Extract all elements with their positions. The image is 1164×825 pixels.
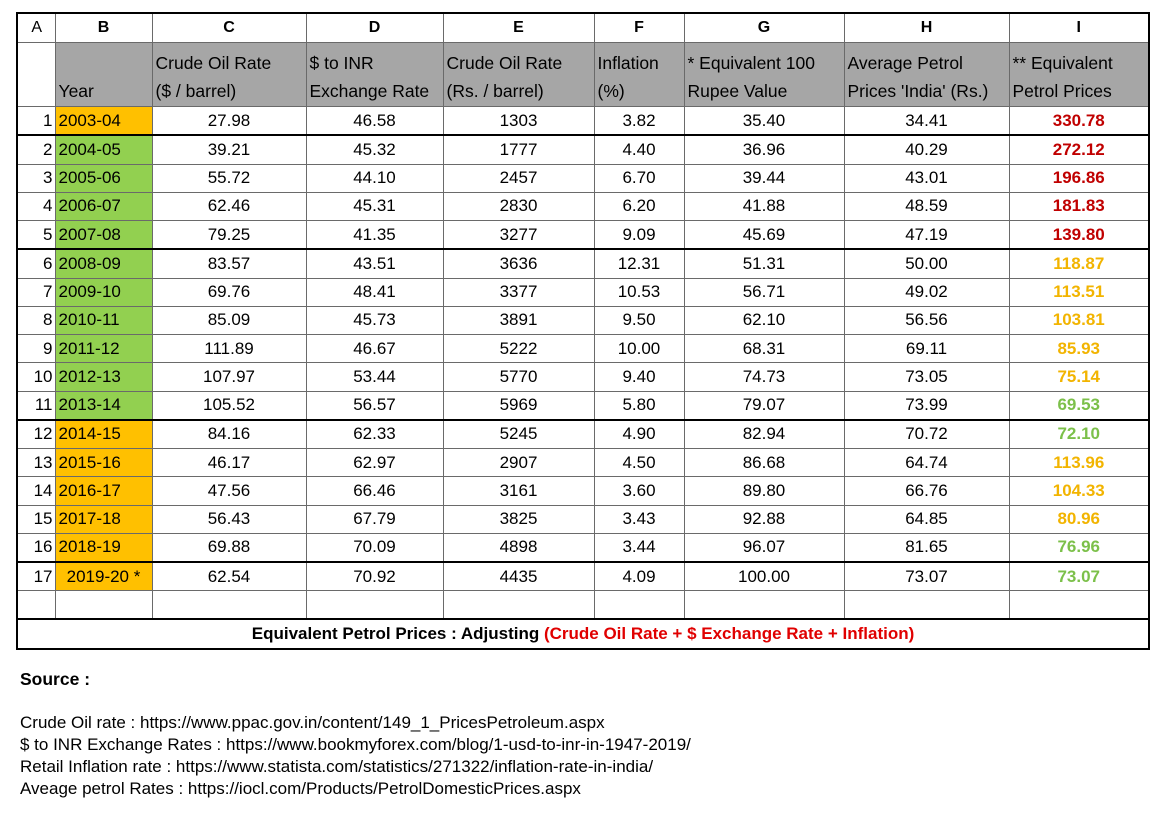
header-crude-inr: [443, 43, 594, 107]
year-cell: 2005-06: [55, 164, 152, 192]
row-number: 4: [17, 192, 55, 220]
header-crude-usd: [152, 43, 306, 107]
header-line: (Rs. / barrel): [446, 81, 544, 101]
exchange-rate-cell: 70.92: [306, 562, 443, 591]
equivalent-100-cell: 62.10: [684, 306, 844, 334]
header-line: ($ / barrel): [155, 81, 237, 101]
table-row: [17, 449, 1149, 477]
row-number: 9: [17, 335, 55, 363]
crude-inr-cell: 3891: [443, 306, 594, 334]
year-cell: 2014-15: [55, 420, 152, 449]
table-row: [17, 164, 1149, 192]
row-number: 1: [17, 107, 55, 136]
equivalent-petrol-cell: 139.80: [1009, 221, 1149, 250]
source-line-inflation: Retail Inflation rate : https://www.statista.com/statistics/271322/inflation-rate-in-india/: [20, 757, 654, 776]
average-petrol-cell: 66.76: [844, 477, 1009, 505]
crude-usd-cell: 83.57: [152, 249, 306, 278]
year-cell: 2008-09: [55, 249, 152, 278]
exchange-rate-cell: 41.35: [306, 221, 443, 250]
year-cell: 2015-16: [55, 449, 152, 477]
crude-inr-cell: 1303: [443, 107, 594, 136]
table-row: [17, 335, 1149, 363]
table-row: [17, 505, 1149, 533]
equivalent-100-cell: 96.07: [684, 533, 844, 562]
equivalent-petrol-cell: 85.93: [1009, 335, 1149, 363]
year-cell: 2004-05: [55, 135, 152, 164]
header-line: Inflation: [597, 53, 659, 73]
exchange-rate-cell: 43.51: [306, 249, 443, 278]
empty-cell: [594, 591, 684, 620]
table-row: [17, 135, 1149, 164]
average-petrol-cell: 73.07: [844, 562, 1009, 591]
exchange-rate-cell: 45.31: [306, 192, 443, 220]
average-petrol-cell: 47.19: [844, 221, 1009, 250]
average-petrol-cell: 69.11: [844, 335, 1009, 363]
header-exchange-rate: [306, 43, 443, 107]
equivalent-petrol-cell: 75.14: [1009, 363, 1149, 391]
header-line: Average Petrol: [847, 53, 963, 73]
exchange-rate-cell: 56.57: [306, 391, 443, 420]
row-number: 7: [17, 278, 55, 306]
exchange-rate-cell: 62.97: [306, 449, 443, 477]
equivalent-100-cell: 35.40: [684, 107, 844, 136]
header-line: * Equivalent 100: [687, 53, 815, 73]
inflation-cell: 3.43: [594, 505, 684, 533]
crude-inr-cell: 2457: [443, 164, 594, 192]
header-year: Year: [55, 43, 152, 107]
crude-usd-cell: 85.09: [152, 306, 306, 334]
row-number: 13: [17, 449, 55, 477]
header-line: Rupee Value: [687, 81, 788, 101]
table-row: [17, 477, 1149, 505]
inflation-cell: 4.40: [594, 135, 684, 164]
inflation-cell: 3.82: [594, 107, 684, 136]
average-petrol-cell: 49.02: [844, 278, 1009, 306]
row-number: 14: [17, 477, 55, 505]
year-cell: 2017-18: [55, 505, 152, 533]
equivalent-100-cell: 56.71: [684, 278, 844, 306]
year-cell: 2019-20 *: [55, 562, 152, 591]
inflation-cell: 9.40: [594, 363, 684, 391]
year-cell: 2006-07: [55, 192, 152, 220]
header-line: Crude Oil Rate: [155, 53, 272, 73]
equivalent-petrol-cell: 330.78: [1009, 107, 1149, 136]
equivalent-petrol-cell: 103.81: [1009, 306, 1149, 334]
crude-usd-cell: 56.43: [152, 505, 306, 533]
equivalent-100-cell: 36.96: [684, 135, 844, 164]
inflation-cell: 9.50: [594, 306, 684, 334]
crude-usd-cell: 84.16: [152, 420, 306, 449]
table-row: [17, 391, 1149, 420]
source-line-crude: Crude Oil rate : https://www.ppac.gov.in/content/149_1_PricesPetroleum.aspx: [20, 713, 605, 732]
inflation-cell: 6.70: [594, 164, 684, 192]
column-letter-row: [17, 13, 1149, 43]
equivalent-100-cell: 45.69: [684, 221, 844, 250]
equivalent-100-cell: 74.73: [684, 363, 844, 391]
equivalent-petrol-cell: 73.07: [1009, 562, 1149, 591]
table-row: [17, 420, 1149, 449]
inflation-cell: 10.00: [594, 335, 684, 363]
equivalent-100-cell: 79.07: [684, 391, 844, 420]
crude-inr-cell: 1777: [443, 135, 594, 164]
equivalent-petrol-cell: 80.96: [1009, 505, 1149, 533]
row-number: 12: [17, 420, 55, 449]
empty-cell: [1009, 591, 1149, 620]
table-row: [17, 221, 1149, 250]
note-cell: [17, 619, 1149, 649]
crude-usd-cell: 79.25: [152, 221, 306, 250]
average-petrol-cell: 50.00: [844, 249, 1009, 278]
row-number: 8: [17, 306, 55, 334]
exchange-rate-cell: 44.10: [306, 164, 443, 192]
year-cell: 2016-17: [55, 477, 152, 505]
empty-cell: [17, 591, 55, 620]
column-letter: I: [1009, 13, 1149, 43]
inflation-cell: 3.44: [594, 533, 684, 562]
table-row: [17, 363, 1149, 391]
crude-inr-cell: 3161: [443, 477, 594, 505]
average-petrol-cell: 40.29: [844, 135, 1009, 164]
crude-inr-cell: 5770: [443, 363, 594, 391]
header-inflation: [594, 43, 684, 107]
note-highlight: (Crude Oil Rate + $ Exchange Rate + Inflation): [543, 624, 915, 644]
row-number: 6: [17, 249, 55, 278]
average-petrol-cell: 64.85: [844, 505, 1009, 533]
equivalent-100-cell: 39.44: [684, 164, 844, 192]
equivalent-100-cell: 89.80: [684, 477, 844, 505]
header-line: ** Equivalent: [1012, 53, 1113, 73]
empty-cell: [55, 591, 152, 620]
year-cell: 2003-04: [55, 107, 152, 136]
column-letter: B: [55, 13, 152, 43]
crude-inr-cell: 5969: [443, 391, 594, 420]
equivalent-100-cell: 41.88: [684, 192, 844, 220]
price-table: [16, 12, 1150, 650]
equivalent-100-cell: 51.31: [684, 249, 844, 278]
crude-inr-cell: 2830: [443, 192, 594, 220]
source-line-petrol: Aveage petrol Rates : https://iocl.com/Products/PetrolDomesticPrices.aspx: [20, 779, 581, 798]
column-letter: D: [306, 13, 443, 43]
equivalent-petrol-cell: 272.12: [1009, 135, 1149, 164]
row-number: 5: [17, 221, 55, 250]
equivalent-petrol-cell: 69.53: [1009, 391, 1149, 420]
inflation-cell: 5.80: [594, 391, 684, 420]
equivalent-petrol-cell: 104.33: [1009, 477, 1149, 505]
inflation-cell: 4.90: [594, 420, 684, 449]
average-petrol-cell: 56.56: [844, 306, 1009, 334]
crude-usd-cell: 69.88: [152, 533, 306, 562]
row-number: 17: [17, 562, 55, 591]
year-cell: 2010-11: [55, 306, 152, 334]
year-cell: 2013-14: [55, 391, 152, 420]
year-cell: 2009-10: [55, 278, 152, 306]
inflation-cell: 9.09: [594, 221, 684, 250]
exchange-rate-cell: 45.32: [306, 135, 443, 164]
crude-inr-cell: 5245: [443, 420, 594, 449]
empty-cell: [684, 591, 844, 620]
equivalent-100-cell: 92.88: [684, 505, 844, 533]
year-cell: 2011-12: [55, 335, 152, 363]
crude-inr-cell: 4898: [443, 533, 594, 562]
equivalent-petrol-cell: 72.10: [1009, 420, 1149, 449]
equivalent-petrol-cell: 113.96: [1009, 449, 1149, 477]
column-letter: G: [684, 13, 844, 43]
table-row: [17, 562, 1149, 591]
table-row: [17, 249, 1149, 278]
empty-cell: [443, 591, 594, 620]
header-equivalent-100: [684, 43, 844, 107]
note-prefix: Equivalent Petrol Prices : Adjusting: [251, 624, 544, 644]
equivalent-100-cell: 100.00: [684, 562, 844, 591]
source-title: Source :: [20, 669, 91, 689]
crude-usd-cell: 105.52: [152, 391, 306, 420]
row-number: 15: [17, 505, 55, 533]
crude-usd-cell: 107.97: [152, 363, 306, 391]
source-section: [20, 668, 691, 800]
table-row: [17, 278, 1149, 306]
table-row: [17, 306, 1149, 334]
row-number-blank: [17, 43, 55, 107]
crude-inr-cell: 5222: [443, 335, 594, 363]
equivalent-100-cell: 86.68: [684, 449, 844, 477]
inflation-cell: 4.09: [594, 562, 684, 591]
header-average-petrol: [844, 43, 1009, 107]
equivalent-petrol-cell: 118.87: [1009, 249, 1149, 278]
exchange-rate-cell: 45.73: [306, 306, 443, 334]
crude-usd-cell: 46.17: [152, 449, 306, 477]
equivalent-petrol-cell: 76.96: [1009, 533, 1149, 562]
average-petrol-cell: 70.72: [844, 420, 1009, 449]
crude-usd-cell: 55.72: [152, 164, 306, 192]
equivalent-petrol-cell: 181.83: [1009, 192, 1149, 220]
average-petrol-cell: 73.05: [844, 363, 1009, 391]
empty-cell: [306, 591, 443, 620]
header-row: [17, 43, 1149, 107]
column-letter: F: [594, 13, 684, 43]
equivalent-100-cell: 82.94: [684, 420, 844, 449]
crude-usd-cell: 111.89: [152, 335, 306, 363]
note-row: [17, 619, 1149, 649]
crude-inr-cell: 3377: [443, 278, 594, 306]
inflation-cell: 10.53: [594, 278, 684, 306]
header-line: Petrol Prices: [1012, 81, 1112, 101]
empty-cell: [152, 591, 306, 620]
crude-usd-cell: 62.54: [152, 562, 306, 591]
crude-usd-cell: 39.21: [152, 135, 306, 164]
header-line: Prices 'India' (Rs.): [847, 81, 989, 101]
column-letter: C: [152, 13, 306, 43]
inflation-cell: 4.50: [594, 449, 684, 477]
row-number: 16: [17, 533, 55, 562]
column-letter: A: [17, 13, 55, 43]
crude-inr-cell: 3277: [443, 221, 594, 250]
average-petrol-cell: 34.41: [844, 107, 1009, 136]
year-cell: 2007-08: [55, 221, 152, 250]
crude-inr-cell: 3825: [443, 505, 594, 533]
equivalent-petrol-cell: 113.51: [1009, 278, 1149, 306]
row-number: 2: [17, 135, 55, 164]
exchange-rate-cell: 48.41: [306, 278, 443, 306]
crude-usd-cell: 69.76: [152, 278, 306, 306]
column-letter: E: [443, 13, 594, 43]
exchange-rate-cell: 53.44: [306, 363, 443, 391]
row-number: 11: [17, 391, 55, 420]
crude-inr-cell: 2907: [443, 449, 594, 477]
header-equivalent-petrol: [1009, 43, 1149, 107]
average-petrol-cell: 73.99: [844, 391, 1009, 420]
table-row: [17, 533, 1149, 562]
header-line: (%): [597, 81, 625, 101]
empty-row: [17, 591, 1149, 620]
source-line-exchange: $ to INR Exchange Rates : https://www.bookmyforex.com/blog/1-usd-to-inr-in-1947-2019/: [20, 735, 691, 754]
empty-cell: [844, 591, 1009, 620]
row-number: 10: [17, 363, 55, 391]
crude-usd-cell: 62.46: [152, 192, 306, 220]
year-cell: 2012-13: [55, 363, 152, 391]
crude-usd-cell: 47.56: [152, 477, 306, 505]
crude-inr-cell: 4435: [443, 562, 594, 591]
year-cell: 2018-19: [55, 533, 152, 562]
exchange-rate-cell: 46.58: [306, 107, 443, 136]
inflation-cell: 6.20: [594, 192, 684, 220]
exchange-rate-cell: 66.46: [306, 477, 443, 505]
inflation-cell: 3.60: [594, 477, 684, 505]
header-line: Exchange Rate: [309, 81, 430, 101]
table-row: [17, 107, 1149, 136]
equivalent-petrol-cell: 196.86: [1009, 164, 1149, 192]
exchange-rate-cell: 62.33: [306, 420, 443, 449]
crude-inr-cell: 3636: [443, 249, 594, 278]
equivalent-100-cell: 68.31: [684, 335, 844, 363]
average-petrol-cell: 81.65: [844, 533, 1009, 562]
average-petrol-cell: 64.74: [844, 449, 1009, 477]
crude-usd-cell: 27.98: [152, 107, 306, 136]
exchange-rate-cell: 70.09: [306, 533, 443, 562]
average-petrol-cell: 43.01: [844, 164, 1009, 192]
table-row: [17, 192, 1149, 220]
exchange-rate-cell: 67.79: [306, 505, 443, 533]
exchange-rate-cell: 46.67: [306, 335, 443, 363]
column-letter: H: [844, 13, 1009, 43]
header-line: $ to INR: [309, 53, 374, 73]
header-line: Crude Oil Rate: [446, 53, 563, 73]
average-petrol-cell: 48.59: [844, 192, 1009, 220]
row-number: 3: [17, 164, 55, 192]
inflation-cell: 12.31: [594, 249, 684, 278]
